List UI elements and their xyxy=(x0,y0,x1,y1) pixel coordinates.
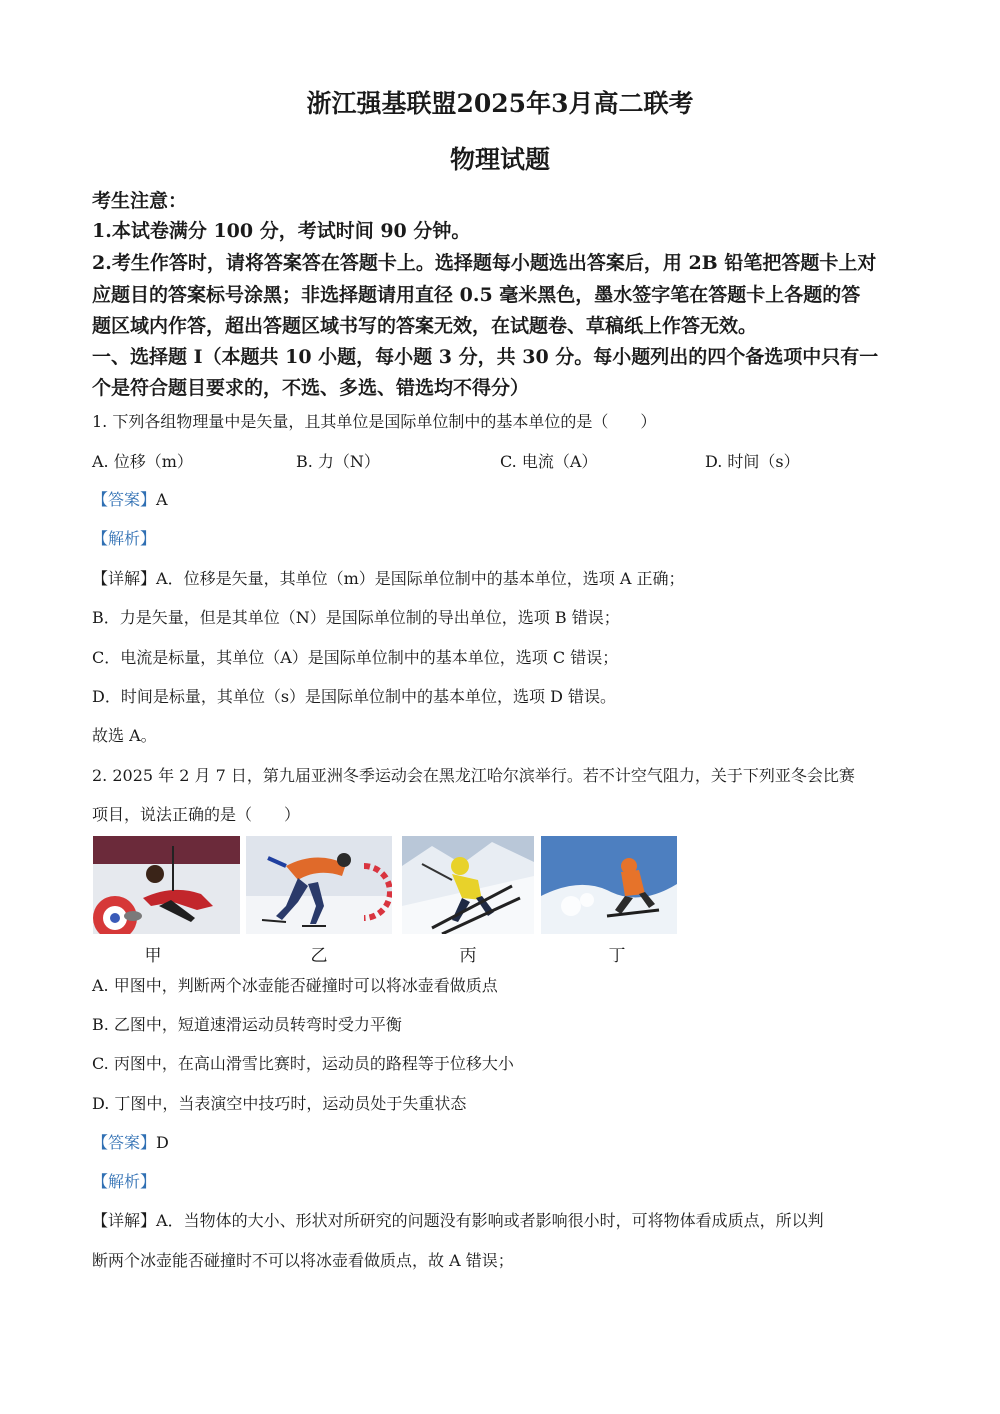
question-2-answer xyxy=(92,1130,169,1153)
detail-text: A．位移是矢量，其单位（m）是国际单位制中的基本单位，选项 A 正确； xyxy=(156,569,685,588)
aerial-freestyle-photo xyxy=(541,836,677,934)
detail-text: A．当物体的大小、形状对所研究的问题没有影响或者影响很小时，可将物体看成质点，所以判 xyxy=(156,1211,824,1230)
question-2-option-c: C. 丙图中，在高山滑雪比赛时，运动员的路程等于位移大小 xyxy=(92,1054,514,1073)
caption-yi: 乙 xyxy=(310,946,328,966)
answer-value: A xyxy=(156,490,168,509)
question-1-answer xyxy=(92,487,168,510)
alpine-skiing-photo xyxy=(402,836,534,934)
question-2-option-b: B. 乙图中，短道速滑运动员转弯时受力平衡 xyxy=(92,1015,402,1034)
curling-photo xyxy=(93,836,240,934)
section-heading-line-2: 个是符合题目要求的，不选、多选、错选均不得分） xyxy=(92,377,530,399)
question-2-option-d: D. 丁图中，当表演空中技巧时，运动员处于失重状态 xyxy=(92,1094,467,1113)
answer-tag: 【答案】 xyxy=(92,490,157,509)
question-1-detail-b: B．力是矢量，但是其单位（N）是国际单位制的导出单位，选项 B 错误； xyxy=(92,608,620,627)
question-1-stem: 1. 下列各组物理量中是矢量，且其单位是国际单位制中的基本单位的是（ ） xyxy=(92,412,657,431)
question-1-option-d: D. 时间（s） xyxy=(705,452,800,471)
question-2-analysis-tag: 【解析】 xyxy=(92,1172,157,1191)
question-1-conclusion: 故选 A。 xyxy=(92,726,157,745)
question-2-stem-line-1: 2. 2025 年 2 月 7 日，第九届亚洲冬季运动会在黑龙江哈尔滨举行。若不计空气阻力，关于下列亚冬会比赛 xyxy=(92,766,855,785)
detail-tag: 【详解】 xyxy=(92,569,157,588)
speed-skating-photo xyxy=(246,836,392,934)
question-1-analysis-tag: 【解析】 xyxy=(92,529,157,548)
question-1-option-b: B. 力（N） xyxy=(296,452,380,471)
exam-subject: 物理试题 xyxy=(449,145,550,174)
notice-line-2c: 题区域内作答，超出答题区域书写的答案无效，在试题卷、草稿纸上作答无效。 xyxy=(92,315,758,337)
question-1-option-c: C. 电流（A） xyxy=(500,452,598,471)
question-1-detail-a xyxy=(92,566,684,589)
section-heading-line-1: 一、选择题 I（本题共 10 小题，每小题 3 分，共 30 分。每小题列出的四个备选项中只有一 xyxy=(92,346,879,368)
question-2-option-a: A. 甲图中，判断两个冰壶能否碰撞时可以将冰壶看做质点 xyxy=(92,976,498,995)
caption-ding: 丁 xyxy=(608,946,626,966)
caption-jia: 甲 xyxy=(144,946,162,966)
question-1-detail-d: D．时间是标量，其单位（s）是国际单位制中的基本单位，选项 D 错误。 xyxy=(92,687,617,706)
notice-line-2a: 2.考生作答时，请将答案答在答题卡上。选择题每小题选出答案后，用 2B 铅笔把答题卡上对 xyxy=(92,252,877,274)
answer-value: D xyxy=(156,1133,169,1152)
question-2-detail-a-line-1 xyxy=(92,1208,824,1231)
caption-bing: 丙 xyxy=(459,946,477,966)
answer-tag: 【答案】 xyxy=(92,1133,157,1152)
question-1-detail-c: C．电流是标量，其单位（A）是国际单位制中的基本单位，选项 C 错误； xyxy=(92,648,619,667)
notice-heading: 考生注意： xyxy=(92,190,188,212)
question-2-detail-a-line-2: 断两个冰壶能否碰撞时不可以将冰壶看做质点，故 A 错误； xyxy=(92,1251,514,1270)
question-1-option-a: A. 位移（m） xyxy=(92,452,193,471)
notice-line-1: 1.本试卷满分 100 分，考试时间 90 分钟。 xyxy=(92,220,471,242)
exam-title: 浙江强基联盟2025年3月高二联考 xyxy=(306,89,694,118)
question-2-stem-line-2: 项目，说法正确的是（ ） xyxy=(92,805,301,824)
detail-tag: 【详解】 xyxy=(92,1211,157,1230)
notice-line-2b: 应题目的答案标号涂黑；非选择题请用直径 0.5 毫米黑色，墨水签字笔在答题卡上各题的答 xyxy=(92,284,861,306)
